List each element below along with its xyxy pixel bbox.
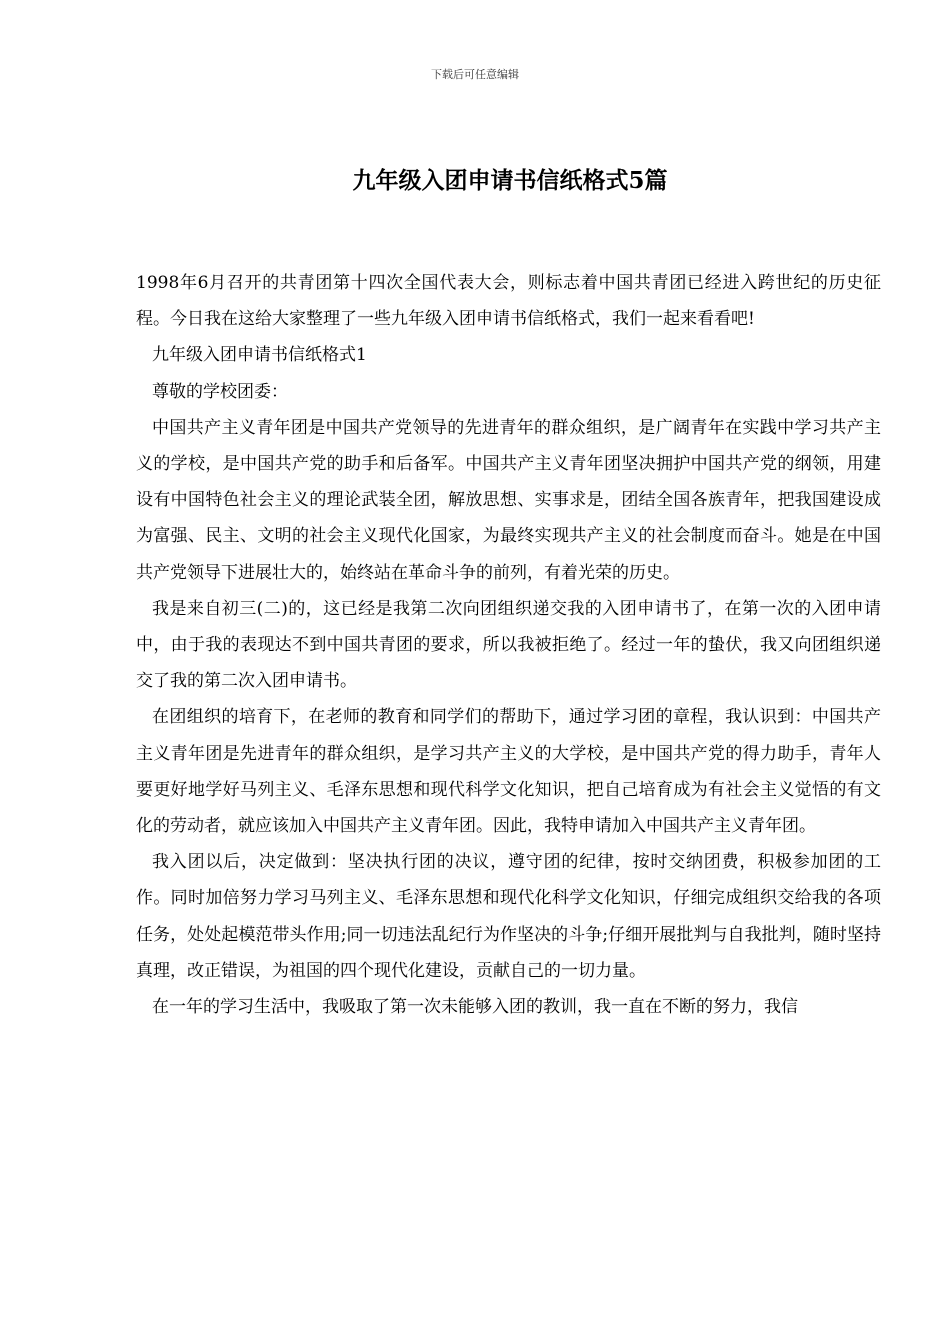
body-paragraph: 中国共产主义青年团是中国共产党领导的先进青年的群众组织，是广阔青年在实践中学习共产主义的学校，是中国共产党的助手和后备军。中国共产主义青年团坚决拥护中国共产党的纲领，用建设有中国特色社会主义的理论武装全团，解放思想、实事求是，团结全国各族青年，把我国建设成为富强、民主、文明的社会主义现代化国家，为最终实现共产主义的社会制度而奋斗。她是在中国共产党领导下进展壮大的，始终站在革命斗争的前列，有着光荣的历史。	[136, 417, 881, 583]
salutation: 尊敬的学校团委：	[152, 381, 288, 402]
body-paragraph: 我入团以后，决定做到：坚决执行团的决议，遵守团的纪律，按时交纳团费，积极参加团的工作。同时加倍努力学习马列主义、毛泽东思想和现代化科学文化知识，仔细完成组织交给我的各项任务，处处起模范带头作用;同一切违法乱纪行为作坚决的斗争;仔细开展批判与自我批判，随时坚持真理，改正错误，为祖国的四个现代化建设，贡献自己的一切力量。	[136, 852, 881, 981]
document-body	[136, 265, 881, 1025]
body-paragraph: 在团组织的培育下，在老师的教育和同学们的帮助下，通过学习团的章程，我认识到：中国共产主义青年团是先进青年的群众组织，是学习共产主义的大学校，是中国共产党的得力助手，青年人要更好地学好马列主义、毛泽东思想和现代科学文化知识，把自己培育成为有社会主义觉悟的有文化的劳动者，就应该加入中国共产主义青年团。因此，我特申请加入中国共产主义青年团。	[136, 707, 881, 837]
section-heading: 九年级入团申请书信纸格式1	[152, 345, 367, 366]
body-paragraph: 在一年的学习生活中，我吸取了第一次未能够入团的教训，我一直在不断的努力，我信	[152, 997, 798, 1018]
body-paragraph: 我是来自初三(二)的，这已经是我第二次向团组织递交我的入团申请书了，在第一次的入团申请中，由于我的表现达不到中国共青团的要求，所以我被拒绝了。经过一年的蛰伏，我又向团组织递交了我的第二次入团申请书。	[136, 598, 881, 692]
intro-paragraph: 1998年6月召开的共青团第十四次全国代表大会，则标志着中国共青团已经进入跨世纪的历史征程。今日我在这给大家整理了一些九年级入团申请书信纸格式，我们一起来看看吧!	[136, 273, 881, 330]
document-title: 九年级入团申请书信纸格式5篇	[352, 167, 668, 194]
header-note: 下载后可任意编辑	[431, 68, 519, 81]
